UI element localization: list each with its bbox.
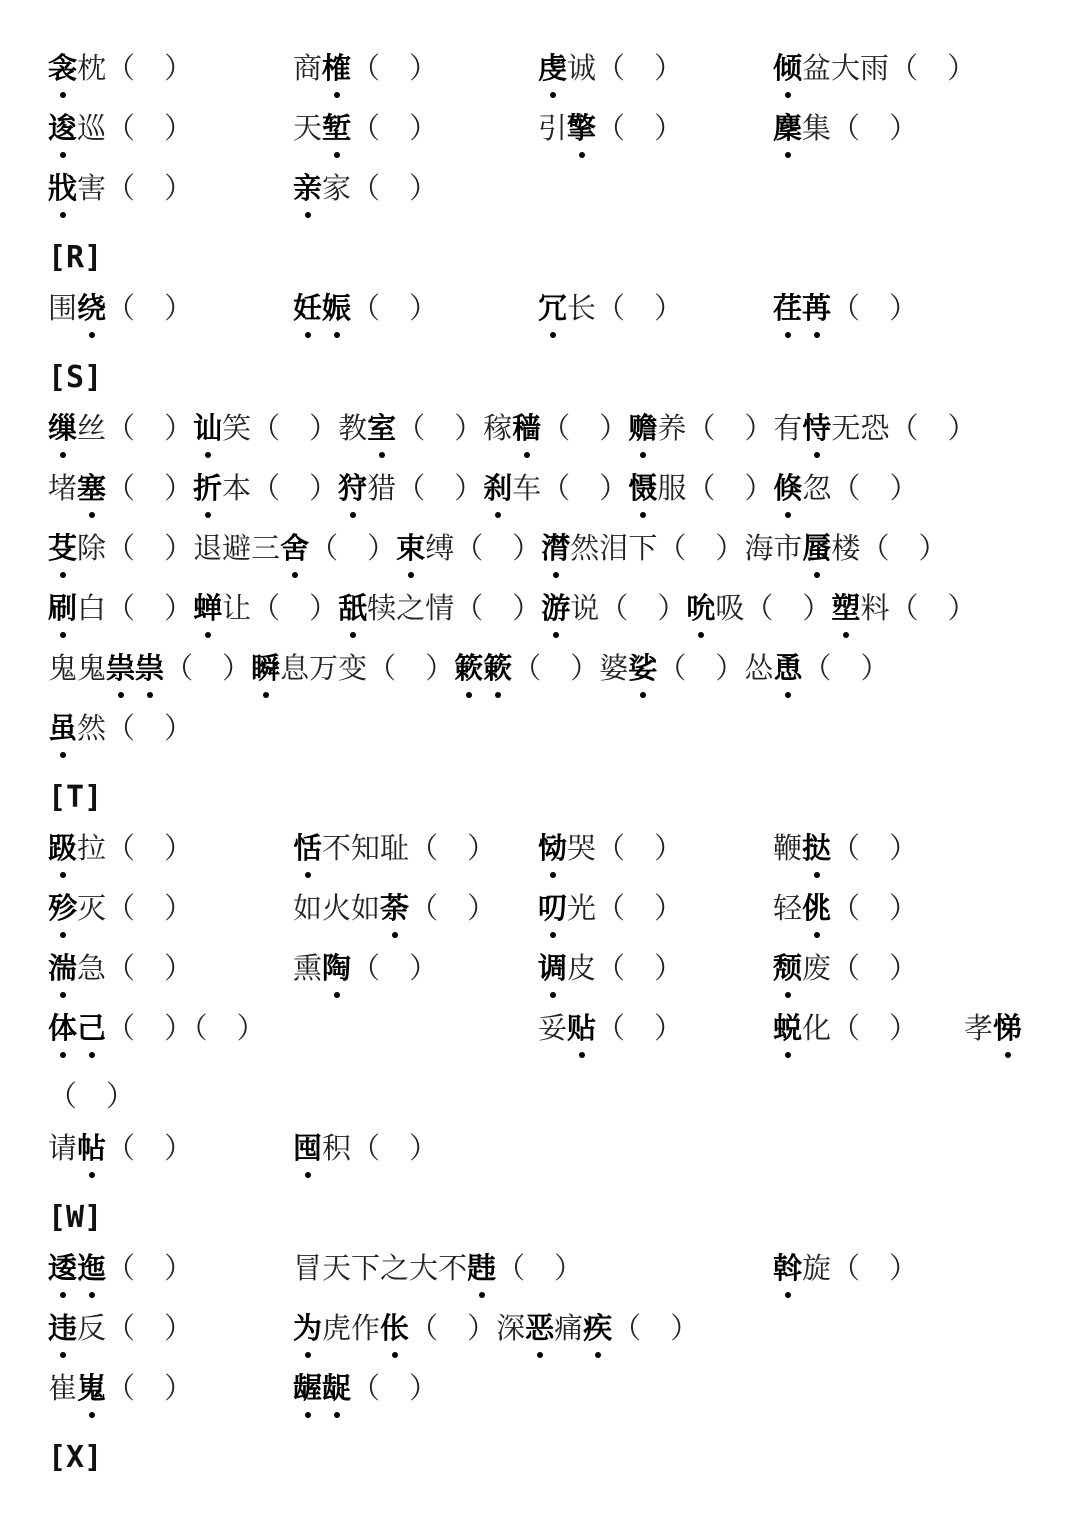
word-item: 商榷（ ） (293, 44, 438, 92)
emphasized-char: 虔 (538, 44, 567, 92)
emphasized-char: 恶 (525, 1304, 554, 1352)
word-item: 冗长（ ） (538, 284, 683, 332)
word-item: 妥贴（ ） (538, 1004, 683, 1052)
emphasized-char: 讪 (193, 404, 222, 452)
emphasized-char: 游 (541, 584, 570, 632)
word-item: 囤积（ ） (293, 1124, 438, 1172)
emphasized-char: 室 (367, 404, 396, 452)
word-item: 龌龊（ ） (293, 1364, 438, 1412)
word-item: 熏陶（ ） (293, 944, 438, 992)
word-item: 蜕化（ ） (773, 1004, 918, 1052)
emphasized-char: 贴 (567, 1004, 596, 1052)
word-item: 缫丝（ ）讪笑（ ）教室（ ）稼穑（ ）赡养（ ）有恃无恐（ ） (48, 404, 977, 452)
emphasized-char: 妊 (293, 284, 322, 332)
emphasized-char: 违 (48, 1304, 77, 1352)
emphasized-char: 赡 (628, 404, 657, 452)
word-item: 麇集（ ） (773, 104, 918, 152)
word-item: 恸哭（ ） (538, 824, 683, 872)
word-item: 逶迤（ ） (48, 1244, 193, 1292)
emphasized-char: 龊 (322, 1364, 351, 1412)
emphasized-char: 瞬 (251, 644, 280, 692)
emphasized-char: 吮 (686, 584, 715, 632)
emphasized-char: 亲 (293, 164, 322, 212)
word-item: 恬不知耻（ ） (293, 824, 496, 872)
word-item: 亲家（ ） (293, 164, 438, 212)
emphasized-char: 荼 (380, 884, 409, 932)
emphasized-char: 榷 (322, 44, 351, 92)
emphasized-char: 韪 (467, 1244, 496, 1292)
word-item: 戕害（ ） (48, 164, 193, 212)
emphasized-char: 刹 (483, 464, 512, 512)
emphasized-char: 虽 (48, 704, 77, 752)
emphasized-char: 塞 (77, 464, 106, 512)
emphasized-char: 颓 (773, 944, 802, 992)
emphasized-char: 调 (538, 944, 567, 992)
emphasized-char: 恸 (538, 824, 567, 872)
word-item: 堵塞（ ）折本（ ）狩猎（ ）刹车（ ）慑服（ ）倏忽（ ） (48, 464, 918, 512)
word-item: 倾盆大雨（ ） (773, 44, 976, 92)
emphasized-char: 恿 (773, 644, 802, 692)
emphasized-char: 挞 (802, 824, 831, 872)
word-item: 孝悌 (964, 1004, 1022, 1052)
emphasized-char: 缫 (48, 404, 77, 452)
emphasized-char: 殄 (48, 884, 77, 932)
word-item: 殄灭（ ） (48, 884, 193, 932)
word-item: 轻佻（ ） (773, 884, 918, 932)
emphasized-char: 芟 (48, 524, 77, 572)
emphasized-char: 悌 (993, 1004, 1022, 1052)
emphasized-char: 疾 (583, 1304, 612, 1352)
word-item: 崔嵬（ ） (48, 1364, 193, 1412)
emphasized-char: 倾 (773, 44, 802, 92)
emphasized-char: 逡 (48, 104, 77, 152)
word-item: 围绕（ ） (48, 284, 193, 332)
emphasized-char: 簌 (483, 644, 512, 692)
emphasized-char: 陶 (322, 944, 351, 992)
emphasized-char: 逶 (48, 1244, 77, 1292)
emphasized-char: 趿 (48, 824, 77, 872)
emphasized-char: 荏 (773, 284, 802, 332)
word-item: 荏苒（ ） (773, 284, 918, 332)
emphasized-char: 麇 (773, 104, 802, 152)
emphasized-char: 潸 (541, 524, 570, 572)
emphasized-char: 囤 (293, 1124, 322, 1172)
emphasized-char: 娠 (322, 284, 351, 332)
section-header-t: [T] (48, 780, 103, 815)
word-item: 为虎作伥（ ）深恶痛疾（ ） (293, 1304, 699, 1352)
section-header-r: [R] (48, 240, 103, 275)
emphasized-char: 擎 (567, 104, 596, 152)
word-item: 叨光（ ） (538, 884, 683, 932)
emphasized-char: 舍 (280, 524, 309, 572)
emphasized-char: 祟 (106, 644, 135, 692)
word-item: 芟除（ ）退避三舍（ ）束缚（ ）潸然泪下（ ）海市蜃楼（ ） (48, 524, 947, 572)
word-item: 鞭挞（ ） (773, 824, 918, 872)
emphasized-char: 湍 (48, 944, 77, 992)
section-header-w: [W] (48, 1200, 103, 1235)
word-item: 颓废（ ） (773, 944, 918, 992)
emphasized-char: 为 (293, 1304, 322, 1352)
emphasized-char: 体 (48, 1004, 77, 1052)
emphasized-char: 苒 (802, 284, 831, 332)
word-item: 虽然（ ） (48, 704, 193, 752)
word-item: （ ） (48, 1079, 136, 1113)
section-header-s: [S] (48, 360, 103, 395)
emphasized-char: 己 (77, 1004, 106, 1052)
word-item: 虔诚（ ） (538, 44, 683, 92)
emphasized-char: 塑 (831, 584, 860, 632)
word-item: 违反（ ） (48, 1304, 193, 1352)
word-item: 引擎（ ） (538, 104, 683, 152)
emphasized-char: 倏 (773, 464, 802, 512)
emphasized-char: 恃 (802, 404, 831, 452)
emphasized-char: 蜕 (773, 1004, 802, 1052)
emphasized-char: 祟 (135, 644, 164, 692)
word-item: 衾枕（ ） (48, 44, 193, 92)
word-item: 鬼鬼祟祟（ ）瞬息万变（ ）簌簌（ ）婆娑（ ）怂恿（ ） (48, 644, 889, 692)
emphasized-char: 叨 (538, 884, 567, 932)
emphasized-char: 帖 (77, 1124, 106, 1172)
emphasized-char: 狩 (338, 464, 367, 512)
emphasized-char: 恬 (293, 824, 322, 872)
word-item: 冒天下之大不韪（ ） (293, 1244, 583, 1292)
word-item: 刷白（ ）蝉让（ ）舐犊之情（ ）游说（ ）吮吸（ ）塑料（ ） (48, 584, 977, 632)
word-item: 逡巡（ ） (48, 104, 193, 152)
word-item: 请帖（ ） (48, 1124, 193, 1172)
emphasized-char: 戕 (48, 164, 77, 212)
emphasized-char: 慑 (628, 464, 657, 512)
emphasized-char: 穑 (512, 404, 541, 452)
emphasized-char: 娑 (628, 644, 657, 692)
emphasized-char: 蜃 (802, 524, 831, 572)
emphasized-char: 蝉 (193, 584, 222, 632)
emphasized-char: 冗 (538, 284, 567, 332)
emphasized-char: 束 (396, 524, 425, 572)
emphasized-char: 堑 (322, 104, 351, 152)
word-item: 天堑（ ） (293, 104, 438, 152)
emphasized-char: 刷 (48, 584, 77, 632)
word-item: 斡旋（ ） (773, 1244, 918, 1292)
emphasized-char: 嵬 (77, 1364, 106, 1412)
word-item: 湍急（ ） (48, 944, 193, 992)
word-item: 趿拉（ ） (48, 824, 193, 872)
word-item: 调皮（ ） (538, 944, 683, 992)
emphasized-char: 绕 (77, 284, 106, 332)
emphasized-char: 伥 (380, 1304, 409, 1352)
word-item: 体己（ ）（ ） (48, 1004, 266, 1052)
emphasized-char: 龌 (293, 1364, 322, 1412)
emphasized-char: 折 (193, 464, 222, 512)
emphasized-char: 舐 (338, 584, 367, 632)
emphasized-char: 佻 (802, 884, 831, 932)
emphasized-char: 迤 (77, 1244, 106, 1292)
emphasized-char: 簌 (454, 644, 483, 692)
word-item: 妊娠（ ） (293, 284, 438, 332)
section-header-x: [X] (48, 1440, 103, 1475)
emphasized-char: 衾 (48, 44, 77, 92)
emphasized-char: 斡 (773, 1244, 802, 1292)
word-item: 如火如荼（ ） (293, 884, 496, 932)
